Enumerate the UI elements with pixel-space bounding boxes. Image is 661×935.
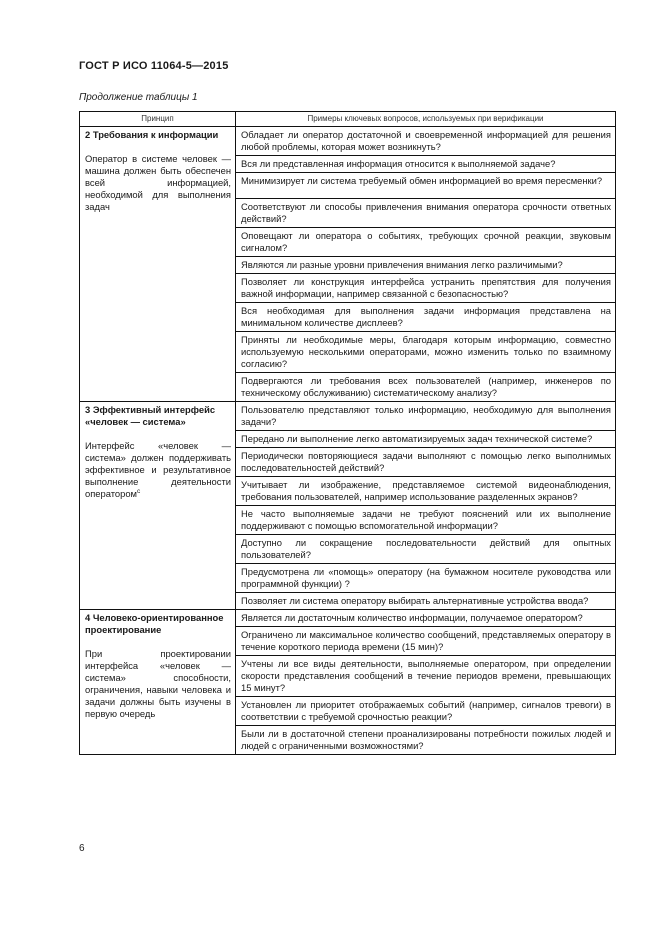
principle-cell-human-centered: [80, 610, 236, 755]
question-cell: Оповещают ли оператора о событиях, требующих срочной реакции, звуковым сигналом?: [236, 228, 616, 257]
question-cell: Вся необходимая для выполнения задачи информация представлена на минимальном количестве дисплеев?: [236, 303, 616, 332]
question-cell: Обладает ли оператор достаточной и своевременной информацией для решения любой проблемы, которая может возникнуть?: [236, 127, 616, 156]
question-cell: Периодически повторяющиеся задачи выполняют с помощью легко выполнимых последовательностей действий?: [236, 448, 616, 477]
question-cell: Учитывает ли изображение, представляемое системой видеонаблюдения, требования пользователей, например использование разделенных экранов?: [236, 477, 616, 506]
column-header-questions: Примеры ключевых вопросов, используемых при верификации: [236, 112, 616, 127]
question-cell: Не часто выполняемые задачи не требуют пояснений или их выполнение поддерживают с помощью вспомогательной информации?: [236, 506, 616, 535]
question-cell: Доступно ли сокращение последовательности действий для опытных пользователей?: [236, 535, 616, 564]
principle-text-body: Интерфейс «человек — система» должен поддерживать эффективное и результативное выполнение деятельности оператором: [85, 440, 231, 499]
table-row: [80, 127, 616, 156]
column-header-principle: Принцип: [80, 112, 236, 127]
principle-text: Оператор в системе человек — машина должен быть обеспечен всей информацией, необходимой для выполнения задач: [85, 153, 231, 212]
footnote-marker: с: [137, 487, 141, 495]
question-cell: Предусмотрена ли «помощь» оператору (на бумажном носителе руководства или программной функции) ?: [236, 564, 616, 593]
question-cell: Являются ли разные уровни привлечения внимания легко различимыми?: [236, 257, 616, 274]
question-cell: Соответствуют ли способы привлечения внимания оператора срочности ответных действий?: [236, 199, 616, 228]
table-row: [80, 402, 616, 431]
question-cell: Были ли в достаточной степени проанализированы потребности пожилых людей и людей с ограниченными возможностями?: [236, 726, 616, 755]
standard-header: ГОСТ Р ИСО 11064-5—2015: [79, 60, 229, 72]
principle-title: 4 Человеко-ориентированное проектирование: [85, 612, 224, 635]
question-cell: Минимизирует ли система требуемый обмен информацией во время пересменки?: [236, 173, 616, 199]
principle-cell-interface: [80, 402, 236, 610]
question-cell: Является ли достаточным количество информации, получаемое оператором?: [236, 610, 616, 627]
verification-table: [79, 111, 616, 755]
question-cell: Позволяет ли конструкция интерфейса устранить препятствия для получения важной информации, например связанной с безопасностью?: [236, 274, 616, 303]
table-continuation-caption: Продолжение таблицы 1: [79, 92, 198, 103]
principle-title: 3 Эффективный интерфейс «человек — система»: [85, 404, 216, 427]
question-cell: Вся ли представленная информация относится к выполняемой задаче?: [236, 156, 616, 173]
table-row: [80, 610, 616, 627]
question-cell: Пользователю представляют только информацию, необходимую для выполнения задачи?: [236, 402, 616, 431]
page-number: 6: [79, 843, 85, 854]
question-cell: Установлен ли приоритет отображаемых событий (например, сигналов тревоги) в соответствии с требуемой срочностью реакции?: [236, 697, 616, 726]
question-cell: Учтены ли все виды деятельности, выполняемые оператором, при определении скорости представления сообщений в течение периодов времени, превышающих 15 минут?: [236, 656, 616, 697]
question-cell: Передано ли выполнение легко автоматизируемых задач технической системе?: [236, 431, 616, 448]
table-header-row: [80, 112, 616, 127]
question-cell: Позволяет ли система оператору выбирать альтернативные устройства ввода?: [236, 593, 616, 610]
question-cell: Ограничено ли максимальное количество сообщений, представляемых оператору в течение короткого периода времени (15 мин)?: [236, 627, 616, 656]
principle-text: [85, 440, 231, 500]
principle-cell-information: [80, 127, 236, 402]
principle-text: При проектировании интерфейса «человек — система» способности, ограничения, навыки человека и задачи должны быть изучены в первую очередь: [85, 648, 231, 719]
principle-title: 2 Требования к информации: [85, 129, 219, 140]
question-cell: Приняты ли необходимые меры, благодаря которым информацию, совместно используемую несколькими операторами, можно изменить только по взаимному согласию?: [236, 332, 616, 373]
question-cell: Подвергаются ли требования всех пользователей (например, инженеров по техническому обслуживанию) систематическому анализу?: [236, 373, 616, 402]
